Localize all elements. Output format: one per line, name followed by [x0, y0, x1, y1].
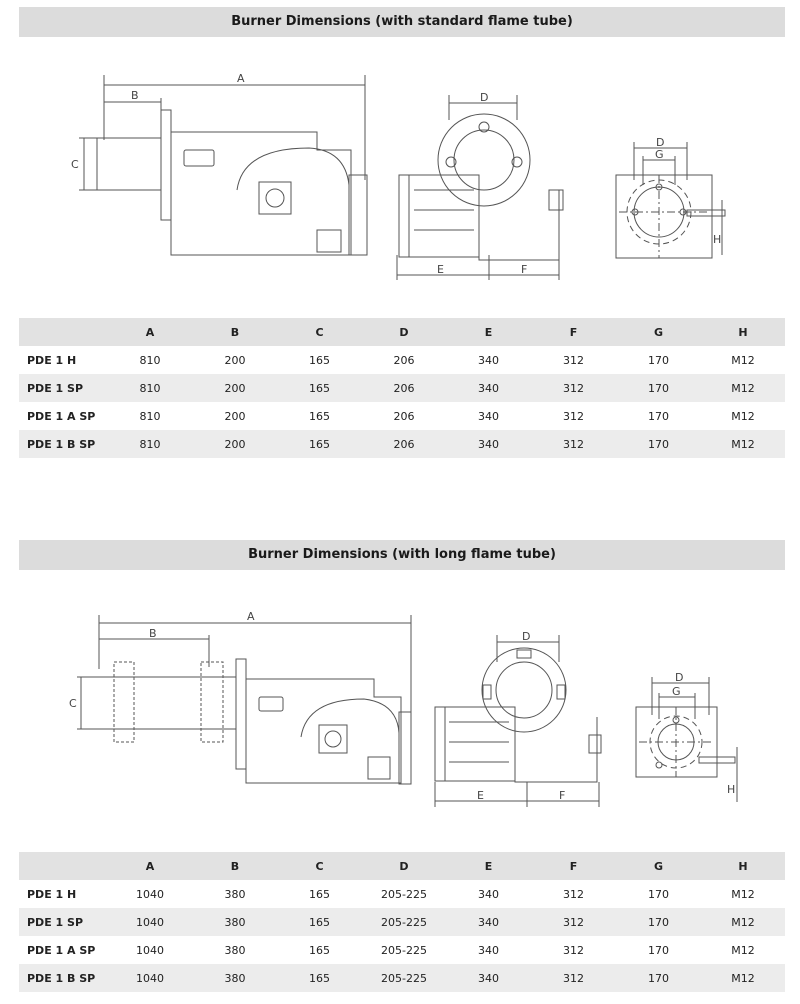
table-cell: 206	[362, 374, 446, 402]
table-cell: 165	[277, 402, 362, 430]
table-cell: M12	[701, 346, 785, 374]
dim-label-c: C	[69, 697, 77, 710]
burner-drawing-standard	[19, 70, 785, 285]
table-cell: 1040	[107, 908, 193, 936]
model-cell: PDE 1 SP	[19, 374, 107, 402]
col-header-model	[19, 318, 107, 346]
table-cell: 810	[107, 346, 193, 374]
dim-label-a: A	[237, 72, 245, 85]
dim-label-d2: D	[675, 671, 684, 684]
table-cell: 340	[446, 936, 531, 964]
table-cell: 312	[531, 936, 616, 964]
model-cell: PDE 1 SP	[19, 908, 107, 936]
table-cell: 170	[616, 880, 701, 908]
table-cell: 810	[107, 402, 193, 430]
table-row	[19, 374, 785, 402]
col-header-c: C	[277, 318, 362, 346]
section-title-standard: Burner Dimensions (with standard flame tube)	[19, 7, 785, 37]
table-cell: 312	[531, 964, 616, 992]
table-cell: 170	[616, 908, 701, 936]
table-cell: M12	[701, 880, 785, 908]
dim-label-g: G	[672, 685, 681, 698]
model-cell: PDE 1 A SP	[19, 936, 107, 964]
section-title-long: Burner Dimensions (with long flame tube)	[19, 540, 785, 570]
table-cell: 205-225	[362, 964, 446, 992]
table-cell: 312	[531, 346, 616, 374]
table-cell: 170	[616, 964, 701, 992]
table-cell: 206	[362, 402, 446, 430]
col-header-c: C	[277, 852, 362, 880]
dim-label-b: B	[131, 89, 139, 102]
table-row	[19, 908, 785, 936]
table-cell: 165	[277, 964, 362, 992]
table-cell: 340	[446, 374, 531, 402]
col-header-h: H	[701, 318, 785, 346]
dim-label-c: C	[71, 158, 79, 171]
table-cell: 380	[193, 908, 277, 936]
table-header-row	[19, 318, 785, 346]
table-header-row	[19, 852, 785, 880]
dim-label-d2: D	[656, 136, 665, 149]
dim-label-d: D	[480, 91, 489, 104]
table-cell: 312	[531, 402, 616, 430]
table-cell: 170	[616, 402, 701, 430]
table-cell: M12	[701, 908, 785, 936]
table-row	[19, 964, 785, 992]
table-cell: 206	[362, 430, 446, 458]
table-cell: 170	[616, 374, 701, 402]
dim-label-f: F	[521, 263, 528, 276]
dim-label-e: E	[437, 263, 444, 276]
col-header-e: E	[446, 852, 531, 880]
table-cell: 810	[107, 430, 193, 458]
dim-label-g: G	[655, 148, 664, 161]
table-cell: 380	[193, 936, 277, 964]
table-cell: 205-225	[362, 936, 446, 964]
table-cell: 312	[531, 374, 616, 402]
col-header-a: A	[107, 318, 193, 346]
table-cell: 1040	[107, 936, 193, 964]
dim-label-a: A	[247, 610, 255, 623]
table-cell: 340	[446, 908, 531, 936]
table-cell: 165	[277, 374, 362, 402]
dim-label-b: B	[149, 627, 157, 640]
dim-label-h: H	[727, 783, 736, 796]
dimensions-table-long	[19, 852, 785, 992]
table-cell: 200	[193, 346, 277, 374]
table-cell: 1040	[107, 880, 193, 908]
col-header-b: B	[193, 318, 277, 346]
col-header-d: D	[362, 318, 446, 346]
table-cell: 380	[193, 880, 277, 908]
table-cell: M12	[701, 936, 785, 964]
dimensions-table-standard	[19, 318, 785, 458]
table-cell: M12	[701, 402, 785, 430]
table-cell: 200	[193, 374, 277, 402]
table-row	[19, 402, 785, 430]
col-header-d: D	[362, 852, 446, 880]
table-cell: 170	[616, 430, 701, 458]
col-header-f: F	[531, 852, 616, 880]
table-cell: 165	[277, 430, 362, 458]
table-cell: 165	[277, 880, 362, 908]
table-cell: 1040	[107, 964, 193, 992]
table-cell: 165	[277, 346, 362, 374]
table-row	[19, 346, 785, 374]
table-cell: 200	[193, 430, 277, 458]
table-cell: 206	[362, 346, 446, 374]
col-header-f: F	[531, 318, 616, 346]
table-cell: 165	[277, 908, 362, 936]
model-cell: PDE 1 H	[19, 880, 107, 908]
diagram-long	[19, 607, 785, 807]
table-row	[19, 880, 785, 908]
table-cell: 312	[531, 880, 616, 908]
table-cell: 200	[193, 402, 277, 430]
table-cell: 340	[446, 430, 531, 458]
table-cell: 170	[616, 346, 701, 374]
table-row	[19, 430, 785, 458]
table-cell: 312	[531, 908, 616, 936]
table-cell: 165	[277, 936, 362, 964]
col-header-b: B	[193, 852, 277, 880]
dim-label-e: E	[477, 789, 484, 802]
col-header-a: A	[107, 852, 193, 880]
dim-label-f: F	[559, 789, 566, 802]
model-cell: PDE 1 H	[19, 346, 107, 374]
model-cell: PDE 1 B SP	[19, 964, 107, 992]
table-cell: 380	[193, 964, 277, 992]
model-cell: PDE 1 A SP	[19, 402, 107, 430]
col-header-e: E	[446, 318, 531, 346]
table-cell: 340	[446, 880, 531, 908]
table-cell: M12	[701, 964, 785, 992]
col-header-g: G	[616, 852, 701, 880]
table-cell: M12	[701, 374, 785, 402]
table-cell: 340	[446, 402, 531, 430]
model-cell: PDE 1 B SP	[19, 430, 107, 458]
table-cell: 340	[446, 346, 531, 374]
burner-drawing-long	[19, 607, 785, 807]
table-cell: 205-225	[362, 908, 446, 936]
col-header-h: H	[701, 852, 785, 880]
table-cell: 810	[107, 374, 193, 402]
table-cell: 312	[531, 430, 616, 458]
dim-label-d: D	[522, 630, 531, 643]
col-header-model	[19, 852, 107, 880]
diagram-standard	[19, 70, 785, 285]
table-cell: M12	[701, 430, 785, 458]
col-header-g: G	[616, 318, 701, 346]
table-row	[19, 936, 785, 964]
table-cell: 205-225	[362, 880, 446, 908]
table-cell: 340	[446, 964, 531, 992]
dim-label-h: H	[713, 233, 722, 246]
table-cell: 170	[616, 936, 701, 964]
